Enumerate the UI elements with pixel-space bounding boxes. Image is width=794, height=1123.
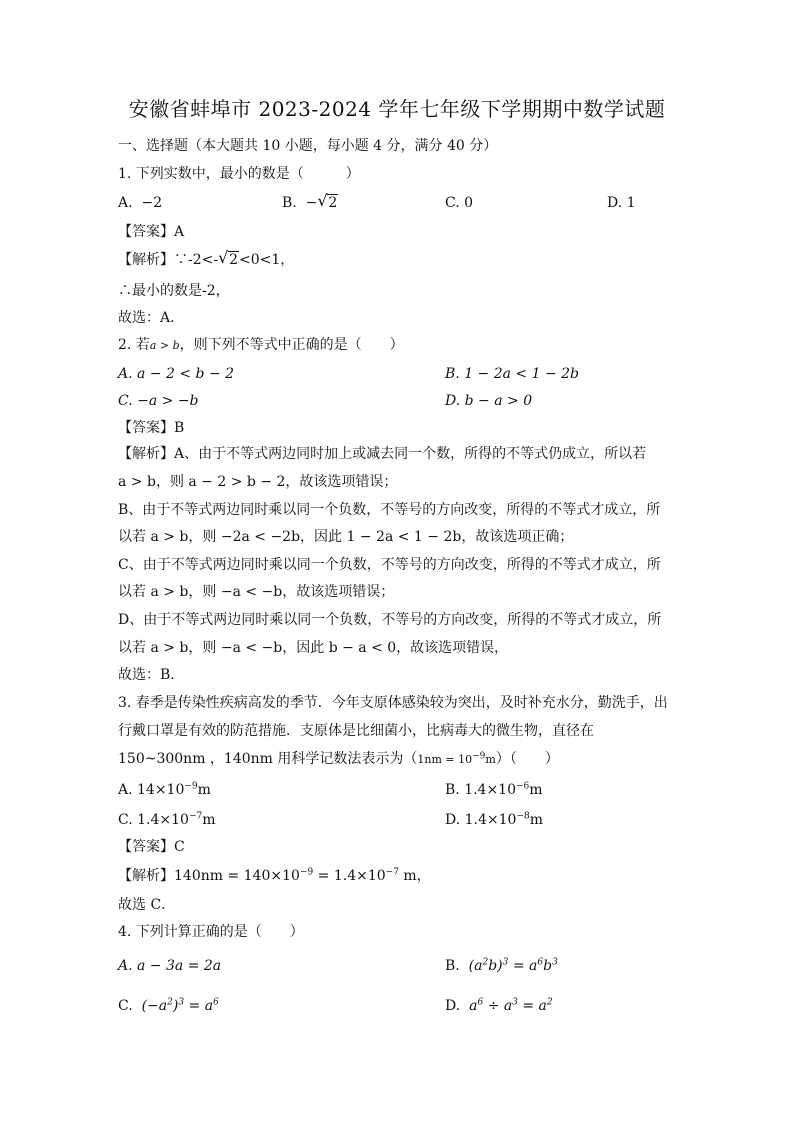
q2-stem [118,335,404,356]
exponent: −9 [299,867,314,878]
q1-analysis-line-2: ∴最小的数是-2， [118,283,230,299]
exponent: −9 [184,781,198,792]
q2-option-a: A. a − 2 < b − 2 [118,366,235,382]
option-formula: $(a^2b)^3 = a^6b^3$ [468,957,558,974]
minus-sign: − [305,195,318,211]
radicand: 2 [229,252,239,268]
q2-option-d: D. b − a > 0 [445,393,533,409]
q1-conclusion: 故选：A． [118,310,185,326]
q2-analysis-line-2: a > b，则 a − 2 > b − 2，故该选项错误； [118,474,398,490]
stem-text: 150~300nm ，140nm 用科学记数法表示为（ [118,751,418,767]
option-label: C. [118,998,133,1014]
exponent: −6 [516,781,530,792]
q2-analysis-line-4: 以若 a > b，则 −2a < −2b，因此 1 − 2a < 1 − 2b，故该选项正确； [118,529,574,545]
page-title: 安徽省蚌埠市 2023-2024 学年七年级下学期期中数学试题 [128,97,666,121]
analysis-text: 【解析】140nm = 140×10 [118,868,300,884]
q3-option-a [118,780,211,800]
option-label: A. [118,195,133,211]
stem-text: ，则下列不等式中正确的是（ ） [179,337,404,353]
q4-option-a: A. a − 3a = 2a [118,958,222,974]
q2-analysis-line-3: B、由于不等式两边同时乘以同一个负数，不等号的方向改变，所得的不等式才成立，所 [118,502,661,518]
sqrt-symbol [317,193,338,213]
option-formula: $(-a^2)^3 = a^6$ [141,997,219,1014]
q2-analysis-line-1: 【解析】A、由于不等式两边同时加上或减去同一个数，所得的不等式仍成立，所以若 [118,446,647,462]
radicand: 2 [328,195,338,211]
q2-option-c: C. −a > −b [118,393,199,409]
q1-option-d: D. 1 [607,195,636,211]
option-label: B. [282,195,297,211]
section-heading: 一、选择题（本大题共 10 小题，每小题 4 分，满分 40 分） [118,138,498,154]
analysis-text: ∵-2<- [174,252,219,268]
option-label: D. [445,998,461,1014]
exponent: −9 [472,751,486,762]
unit-text: m [485,753,496,766]
exponent: −7 [385,867,399,878]
q3-stem-line-3 [118,749,559,770]
exponent: −7 [188,811,203,822]
option-formula: $a^6 \div a^3 = a^2$ [469,997,553,1014]
exponent: −8 [516,811,530,822]
q4-option-b [445,956,558,976]
q2-analysis-line-7: D、由于不等式两边同时乘以同一个负数，不等号的方向改变，所得的不等式才成立，所 [118,612,662,628]
q2-conclusion: 故选：B． [118,667,185,683]
option-value: A. 14×10 [118,782,185,798]
q3-answer: 【答案】C [118,839,185,855]
q2-analysis-line-8: 以若 a > b，则 −a < −b，因此 b − a < 0，故该选项错误， [118,640,509,656]
unit: m [529,812,543,828]
q3-analysis [118,866,431,886]
analysis-label: 【解析】 [118,252,174,268]
analysis-text: <0<1， [239,252,295,268]
q4-option-c [118,996,219,1016]
stem-text: 2. 若 [118,337,150,353]
q2-answer: 【答案】B [118,420,185,436]
q1-answer: 【答案】A [118,224,185,240]
option-value: B. 1.4×10 [445,782,516,798]
q3-option-c [118,810,216,830]
option-value: D. 1.4×10 [445,812,517,828]
q4-stem: 4. 下列计算正确的是（ ） [118,924,304,940]
q1-analysis [118,250,294,270]
q2-option-b: B. 1 − 2a < 1 − 2b [445,366,580,382]
q1-option-c: C. 0 [445,195,474,211]
unit-definition [417,753,495,766]
q2-analysis-line-5: C、由于不等式两边同时乘以同一个负数，不等号的方向改变，所得的不等式才成立，所 [118,557,661,573]
q3-stem-line-1: 3. 春季是传染性疾病高发的季节．今年支原体感染较为突出，及时补充水分，勤洗手，出 [118,695,668,711]
option-value: −2 [141,195,163,211]
q2-analysis-line-6: 以若 a > b，则 −a < −b，故该选项错误； [118,584,395,600]
q1-option-a [118,193,162,213]
unit: m [197,782,211,798]
q3-conclusion: 故选 C． [118,897,176,913]
sqrt-symbol [218,250,239,270]
condition: a > b [149,339,180,352]
q4-option-d [445,996,553,1016]
unit: m [529,782,543,798]
unit-text: 1nm = 10 [417,753,473,766]
q3-stem-line-2: 行戴口罩是有效的防范措施．支原体是比细菌小，比病毒大的微生物，直径在 [118,723,594,739]
q3-option-d [445,810,543,830]
analysis-text: m， [398,868,431,884]
analysis-text: = 1.4×10 [313,868,386,884]
q1-stem: 1. 下列实数中，最小的数是（ ） [118,166,360,182]
stem-text: ）（ ） [495,751,559,767]
option-value: C. 1.4×10 [118,812,189,828]
unit: m [202,812,216,828]
q1-option-b [282,193,338,213]
q3-option-b [445,780,543,800]
option-label: B. [445,958,460,974]
